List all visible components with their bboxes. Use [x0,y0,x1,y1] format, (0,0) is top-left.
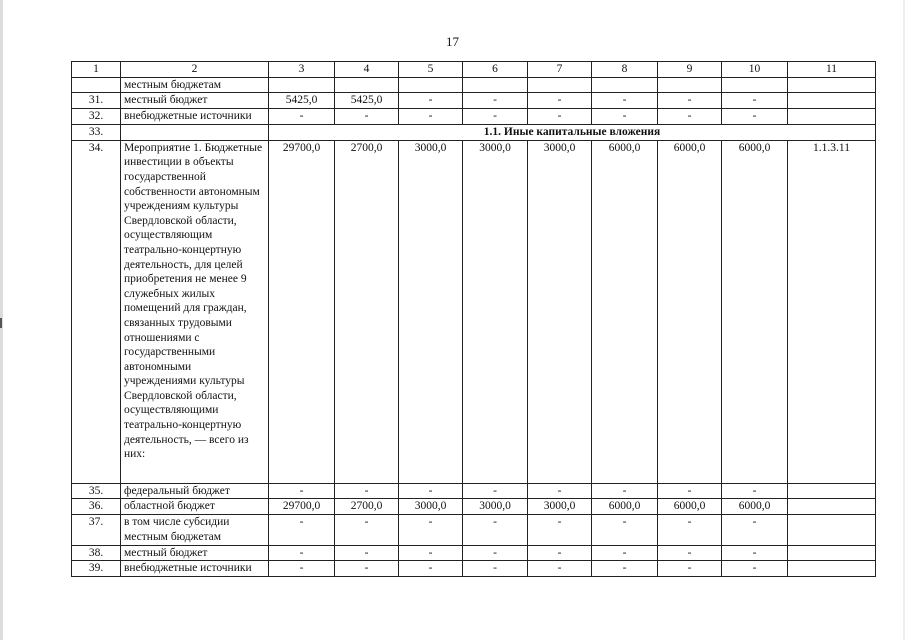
value-cell: 6000,0 [592,140,658,483]
value-cell: - [463,515,528,545]
value-cell: - [592,561,658,577]
value-cell: - [463,545,528,561]
row-code [788,93,876,109]
value-cell: - [658,515,722,545]
section-row [72,125,876,141]
column-header: 2 [121,62,269,78]
value-cell: - [528,561,592,577]
value-cell: - [592,93,658,109]
value-cell: 6000,0 [722,140,788,483]
value-cell: - [463,483,528,499]
value-cell: - [335,483,399,499]
value-cell: 6000,0 [592,499,658,515]
value-cell: - [528,515,592,545]
row-number: 31. [72,93,121,109]
value-cell: - [269,109,335,125]
table-row [72,109,876,125]
row-number: 32. [72,109,121,125]
value-cell: 6000,0 [658,140,722,483]
value-cell: - [335,561,399,577]
value-cell: - [399,545,463,561]
value-cell: - [658,93,722,109]
value-cell: 2700,0 [335,499,399,515]
value-cell: - [592,545,658,561]
value-cell: - [269,515,335,545]
value-cell: - [463,93,528,109]
row-name: местный бюджет [121,93,269,109]
value-cell: - [335,545,399,561]
row-number [72,77,121,93]
value-cell: - [722,93,788,109]
value-cell: - [528,109,592,125]
value-cell: 29700,0 [269,499,335,515]
row-code: 1.1.3.11 [788,140,876,483]
value-cell: - [592,515,658,545]
value-cell: - [335,515,399,545]
row-code [788,109,876,125]
row-number: 35. [72,483,121,499]
row-name: федеральный бюджет [121,483,269,499]
value-cell [399,77,463,93]
value-cell: 2700,0 [335,140,399,483]
row-code [788,483,876,499]
row-name: внебюджетные источники [121,561,269,577]
value-cell: - [399,93,463,109]
value-cell: - [399,515,463,545]
value-cell: 3000,0 [399,140,463,483]
row-name: местный бюджет [121,545,269,561]
value-cell: - [399,483,463,499]
value-cell [463,77,528,93]
value-cell [528,77,592,93]
value-cell: - [592,109,658,125]
value-cell: 3000,0 [399,499,463,515]
value-cell: 3000,0 [463,140,528,483]
value-cell: 5425,0 [335,93,399,109]
column-header: 4 [335,62,399,78]
row-number: 34. [72,140,121,483]
row-code [788,77,876,93]
value-cell: - [658,545,722,561]
value-cell: - [269,483,335,499]
value-cell: - [399,561,463,577]
value-cell: - [335,109,399,125]
value-cell: 6000,0 [722,499,788,515]
value-cell: - [463,561,528,577]
value-cell: 3000,0 [528,499,592,515]
section-empty-cell [121,125,269,141]
value-cell: - [269,561,335,577]
row-code [788,545,876,561]
value-cell: - [722,483,788,499]
event-row [72,140,876,483]
row-number: 38. [72,545,121,561]
table-row [72,93,876,109]
column-header: 6 [463,62,528,78]
value-cell: - [722,545,788,561]
value-cell: 6000,0 [658,499,722,515]
column-header: 5 [399,62,463,78]
row-name: областной бюджет [121,499,269,515]
value-cell [335,77,399,93]
value-cell: - [463,109,528,125]
value-cell: - [722,515,788,545]
header-row [72,62,876,78]
row-name: в том числе субсидии местным бюджетам [121,515,269,545]
value-cell: - [528,483,592,499]
value-cell: - [528,93,592,109]
value-cell [269,77,335,93]
row-number: 39. [72,561,121,577]
table-row [72,499,876,515]
value-cell: - [658,561,722,577]
row-number: 36. [72,499,121,515]
value-cell: - [722,561,788,577]
section-title: 1.1. Иные капитальные вложения [269,125,876,141]
row-code [788,561,876,577]
budget-table [71,61,876,577]
row-code [788,499,876,515]
value-cell: 5425,0 [269,93,335,109]
column-header: 3 [269,62,335,78]
page-number: 17 [446,34,459,49]
row-number: 33. [72,125,121,141]
column-header: 11 [788,62,876,78]
row-name: внебюджетные источники [121,109,269,125]
column-header: 7 [528,62,592,78]
column-header: 9 [658,62,722,78]
event-description: Мероприятие 1. Бюджетные инвестиции в объекты государственной собственности автономным учреждениям культуры Свердловской области, осуществляющим театрально-концертную деятельность, для целей приобретения не менее 9 служебных жилых помещений для граждан, связанных трудовыми отношениями с государственными автономными учреждениями культуры Свердловской области, осуществляющими театрально-концертную деятельность, — всего из них: [121,140,269,483]
table-row [72,545,876,561]
value-cell [658,77,722,93]
scan-mark [0,318,2,328]
value-cell [722,77,788,93]
value-cell: - [399,109,463,125]
value-cell: - [722,109,788,125]
table-row [72,561,876,577]
table-row [72,515,876,545]
value-cell [592,77,658,93]
column-header: 8 [592,62,658,78]
value-cell: 3000,0 [463,499,528,515]
value-cell: - [658,109,722,125]
value-cell: - [269,545,335,561]
value-cell: - [592,483,658,499]
table-row [72,483,876,499]
row-name: местным бюджетам [121,77,269,93]
table-row [72,77,876,93]
value-cell: - [528,545,592,561]
column-header: 1 [72,62,121,78]
row-code [788,515,876,545]
value-cell: 3000,0 [528,140,592,483]
row-number: 37. [72,515,121,545]
value-cell: - [658,483,722,499]
column-header: 10 [722,62,788,78]
value-cell: 29700,0 [269,140,335,483]
